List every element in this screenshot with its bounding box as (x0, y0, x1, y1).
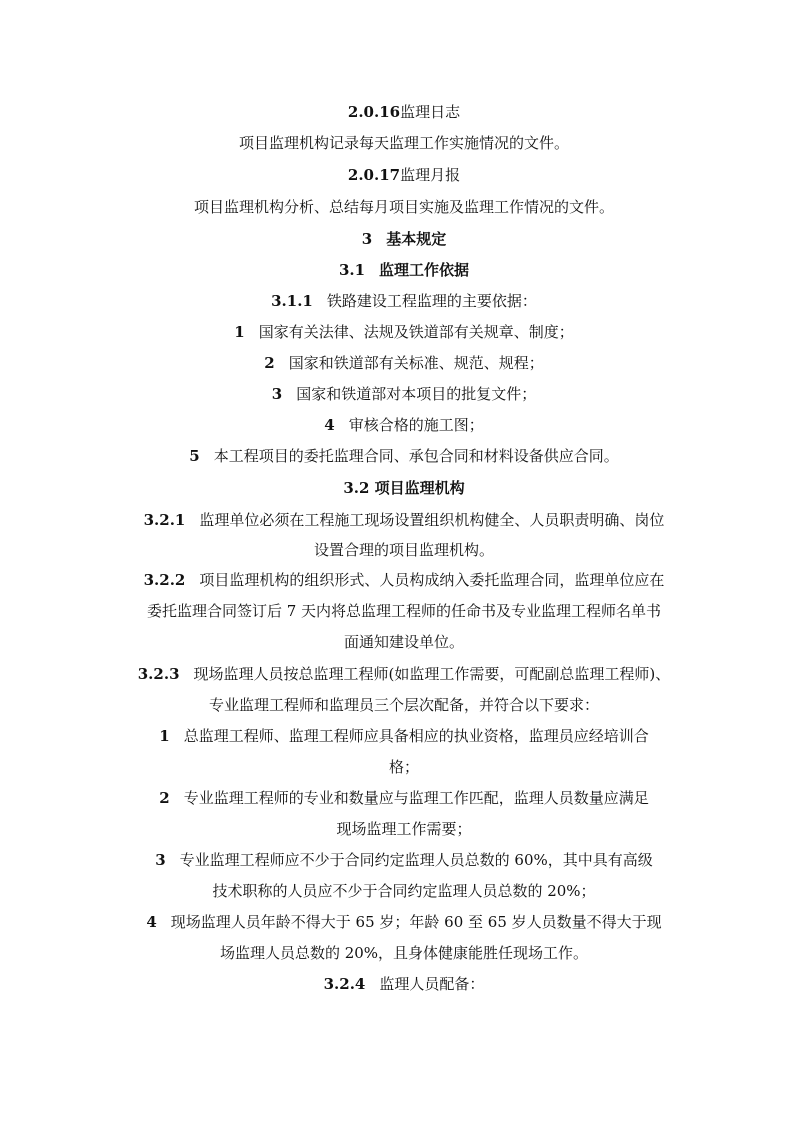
clause-3-1-1 (120, 290, 688, 312)
item-text: 国家和铁道部对本项目的批复文件； (296, 385, 537, 403)
heading-2-0-17 (120, 164, 688, 186)
clause-number: 3.1.1 (271, 292, 313, 310)
clause-3-2-2-line-1 (120, 569, 688, 591)
item-text: 现场监理人员年龄不得大于 65 岁；年龄 60 至 65 岁人员数量不得大于现 (170, 913, 662, 931)
item-number: 1 (159, 727, 170, 745)
item-number: 3 (155, 851, 166, 869)
section-title: 监理月报 (400, 166, 461, 184)
clause-3-2-4 (120, 973, 688, 995)
clause-number: 3.2.4 (323, 975, 366, 993)
heading-2-0-16 (120, 101, 688, 123)
clause-3-2-2-line-3 (120, 631, 688, 653)
item-text: 总监理工程师、监理工程师应具备相应的执业资格，监理员应经培训合 (183, 727, 649, 745)
item-text: 国家有关法律、法规及铁道部有关规章、制度； (258, 323, 574, 341)
item-text: 审核合格的施工图； (348, 416, 484, 434)
item-text: 现场监理工作需要； (336, 820, 472, 838)
clause-3-2-1-line-2 (120, 539, 688, 561)
list-item (120, 383, 688, 405)
clause-3-2-2-line-2 (120, 600, 688, 622)
clause-number: 3.2.1 (143, 511, 186, 529)
clause-text: 委托监理合同签订后 7 天内将总监理工程师的任命书及专业监理工程师名单书 (146, 602, 662, 620)
clause-number: 3.2.3 (137, 665, 180, 683)
clause-text: 项目监理机构的组织形式、人员构成纳入委托监理合同，监理单位应在 (199, 571, 665, 589)
list-item (120, 414, 688, 436)
item-text: 本工程项目的委托监理合同、承包合同和材料设备供应合同。 (213, 447, 619, 465)
chapter-number: 3 (361, 230, 373, 248)
item-text: 格； (388, 758, 419, 776)
clause-3-2-3-line-2 (120, 694, 688, 716)
item-text: 技术职称的人员应不少于合同约定监理人员总数的 20%； (212, 882, 596, 900)
section-number: 3.1 (338, 261, 366, 279)
chapter-title: 基本规定 (386, 230, 447, 248)
list-item-continuation (120, 880, 688, 902)
heading-3-2 (120, 477, 688, 499)
section-number: 2.0.17 (347, 166, 401, 184)
item-number: 5 (189, 447, 200, 465)
paragraph-text: 项目监理机构分析、总结每月项目实施及监理工作情况的文件。 (193, 198, 614, 216)
item-number: 4 (146, 913, 157, 931)
section-title: 监理工作依据 (379, 261, 470, 279)
clause-text: 铁路建设工程监理的主要依据： (326, 292, 537, 310)
list-item-continuation (120, 942, 688, 964)
item-number: 4 (324, 416, 335, 434)
list-item (120, 725, 688, 747)
list-item (120, 911, 688, 933)
paragraph-text: 项目监理机构记录每天监理工作实施情况的文件。 (238, 134, 569, 152)
list-item (120, 352, 688, 374)
item-text: 专业监理工程师的专业和数量应与监理工作匹配，监理人员数量应满足 (183, 789, 649, 807)
list-item (120, 445, 688, 467)
section-title: 监理日志 (400, 103, 461, 121)
section-number: 2.0.16 (347, 103, 401, 121)
section-title: 项目监理机构 (374, 479, 465, 497)
clause-text: 监理单位必须在工程施工现场设置组织机构健全、人员职责明确、岗位 (199, 511, 665, 529)
section-number: 3.2 (343, 479, 370, 497)
clause-text: 现场监理人员按总监理工程师(如监理工作需要，可配副总监理工程师)、 (193, 665, 671, 683)
item-number: 3 (271, 385, 283, 403)
clause-text: 监理人员配备： (379, 975, 485, 993)
clause-number: 3.2.2 (143, 571, 186, 589)
clause-3-2-1-line-1 (120, 509, 688, 531)
clause-text: 设置合理的项目监理机构。 (313, 541, 494, 559)
clause-text: 面通知建设单位。 (343, 633, 464, 651)
heading-3-1 (120, 259, 688, 281)
item-number: 2 (264, 354, 275, 372)
item-number: 2 (159, 789, 170, 807)
list-item-continuation (120, 818, 688, 840)
clause-3-2-3-line-1 (120, 663, 688, 685)
clause-text: 专业监理工程师和监理员三个层次配备，并符合以下要求： (208, 696, 599, 714)
paragraph-2-0-17 (120, 196, 688, 218)
item-number: 1 (234, 323, 245, 341)
list-item (120, 849, 688, 871)
chapter-heading-3 (120, 228, 688, 250)
list-item (120, 321, 688, 343)
paragraph-2-0-16 (120, 132, 688, 154)
item-text: 场监理人员总数的 20%，且身体健康能胜任现场工作。 (219, 944, 589, 962)
item-text: 国家和铁道部有关标准、规范、规程； (288, 354, 544, 372)
list-item-continuation (120, 756, 688, 778)
item-text: 专业监理工程师应不少于合同约定监理人员总数的 60%，其中具有高级 (179, 851, 653, 869)
list-item (120, 787, 688, 809)
